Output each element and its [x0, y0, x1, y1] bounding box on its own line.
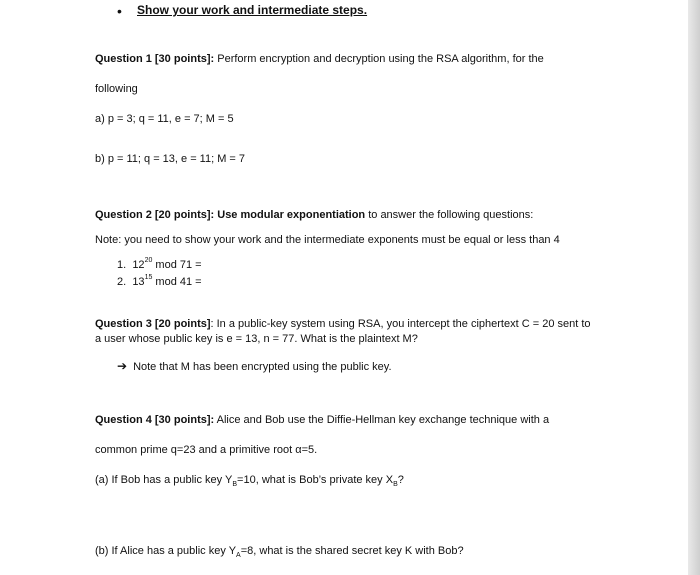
q4-b-subscript: A	[236, 552, 241, 560]
q1-part-a: a) p = 3; q = 11, e = 7; M = 5	[95, 113, 234, 125]
q3-note	[117, 359, 392, 373]
question-4	[95, 414, 549, 426]
q4-a-subscript-2: B	[393, 481, 398, 489]
q3-note-text: Note that M has been encrypted using the public key.	[133, 361, 392, 373]
question-2	[95, 209, 533, 221]
q2-item-1-base: 12	[132, 259, 145, 271]
q2-item-2-exponent: 15	[144, 274, 153, 281]
q4-part-b	[95, 545, 464, 559]
q1-heading: Question 1 [30 points]:	[95, 53, 215, 65]
q2-bold-phrase: Use modular exponentiation	[214, 209, 366, 221]
question-3	[95, 318, 591, 330]
bullet-icon: •	[117, 3, 122, 19]
q4-a-text-3: ?	[397, 474, 404, 486]
q4-a-text-2: =10, what is Bob’s private key X	[237, 474, 394, 486]
q3-line-1: : In a public-key system using RSA, you intercept the ciphertext C = 20 sent to	[210, 318, 591, 330]
q1-part-b: b) p = 11; q = 13, e = 11; M = 7	[95, 153, 246, 165]
page-edge	[688, 0, 700, 575]
q2-item-2-number: 2.	[117, 276, 127, 288]
q2-item-1-number: 1.	[117, 259, 127, 271]
q2-item-1	[117, 259, 202, 271]
q2-item-2-base: 13	[132, 276, 145, 288]
q3-heading: Question 3 [20 points]	[95, 318, 211, 330]
q2-text: to answer the following questions:	[365, 209, 534, 221]
q2-item-2	[117, 276, 202, 288]
q1-continuation: following	[95, 83, 138, 95]
q4-heading: Question 4 [30 points]:	[95, 414, 215, 426]
q2-heading: Question 2 [20 points]:	[95, 209, 215, 221]
q4-line-2: common prime q=23 and a primitive root α=5.	[95, 444, 318, 456]
q4-part-a	[95, 474, 404, 488]
arrow-icon: ➔	[117, 359, 128, 373]
q4-b-text-2: =8, what is the shared secret key K with Bob?	[240, 545, 464, 557]
q2-item-1-exponent: 20	[144, 257, 153, 264]
q2-item-1-rest: mod 71 =	[152, 259, 202, 271]
q4-a-subscript-1: B	[232, 481, 238, 489]
q2-note: Note: you need to show your work and the intermediate exponents must be equal or less than 4	[95, 234, 560, 246]
instruction-text: Show your work and intermediate steps.	[137, 3, 368, 17]
q4-a-text-1: (a) If Bob has a public key Y	[95, 474, 233, 486]
q4-text: Alice and Bob use the Diffie-Hellman key exchange technique with a	[214, 414, 550, 426]
question-1	[95, 53, 544, 65]
q1-text: Perform encryption and decryption using the RSA algorithm, for the	[214, 53, 544, 65]
instruction-line	[137, 3, 367, 17]
q4-b-text-1: (b) If Alice has a public key Y	[95, 545, 237, 557]
q2-item-2-rest: mod 41 =	[152, 276, 202, 288]
q3-line-2: a user whose public key is e = 13, n = 77. What is the plaintext M?	[95, 333, 418, 345]
